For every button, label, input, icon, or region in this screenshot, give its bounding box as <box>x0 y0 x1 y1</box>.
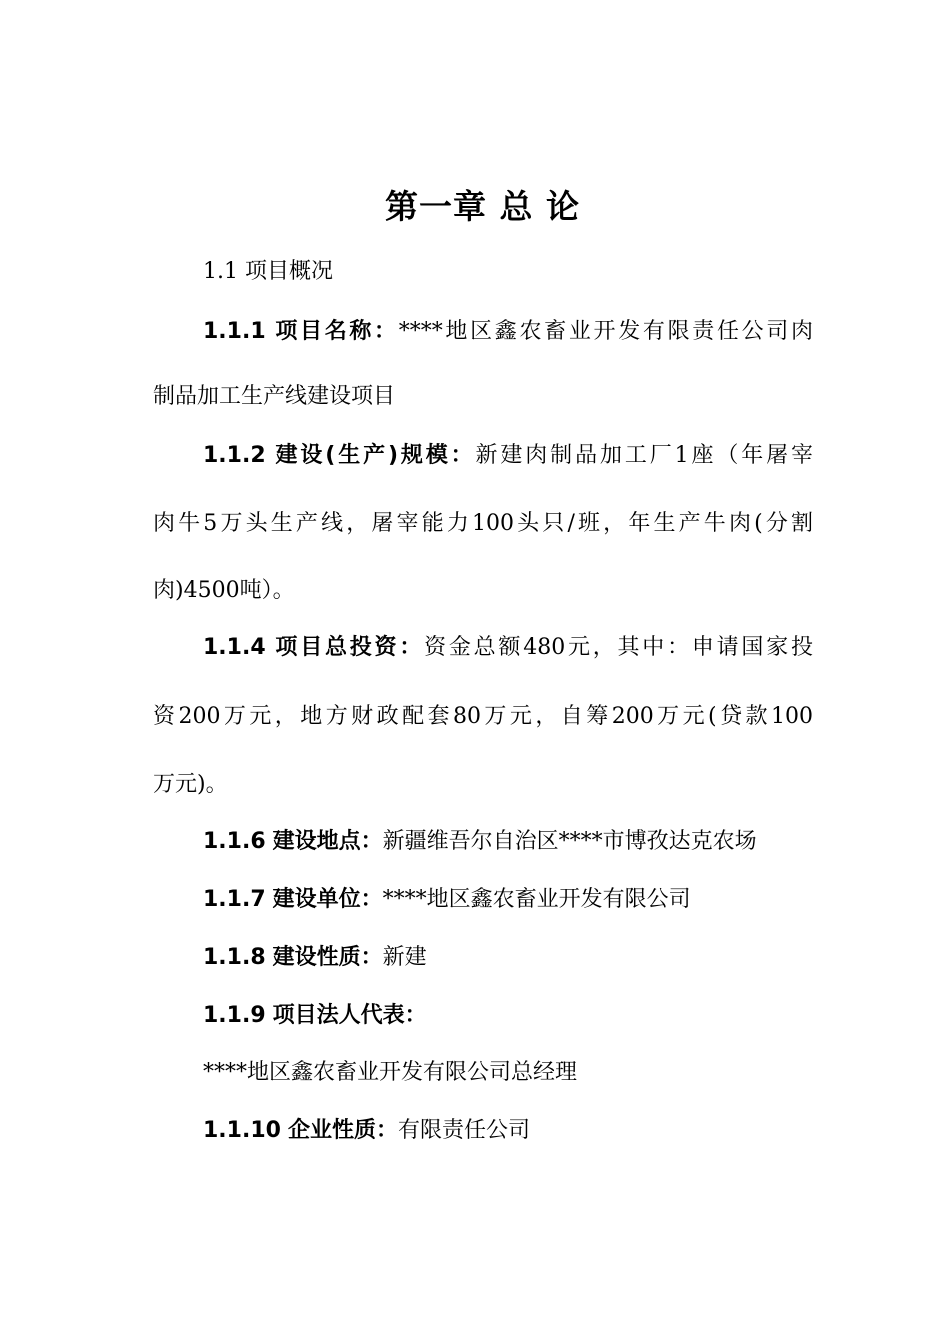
item-label: 项目名称： <box>275 319 399 344</box>
item-value: 有限责任公司 <box>397 1118 530 1143</box>
item-enterprise-nature <box>203 1115 530 1147</box>
item-number: 1.1.1 <box>203 319 266 344</box>
item-value-continuation: 肉牛5万头生产线，屠宰能力100头只/班，年生产牛肉(分割 <box>153 511 813 536</box>
item-number: 1.1.6 <box>203 829 266 854</box>
item-number: 1.1.2 <box>203 443 266 468</box>
chapter-title: 第一章 总 论 <box>385 187 580 226</box>
item-label: 项目法人代表： <box>272 1003 427 1028</box>
item-value: 新建肉制品加工厂1座（年屠宰 <box>475 443 813 468</box>
item-scale <box>203 440 813 472</box>
item-value: ****地区鑫农畜业开发有限责任公司肉 <box>398 319 813 344</box>
item-value: ****地区鑫农畜业开发有限公司总经理 <box>203 1060 578 1085</box>
item-label: 建设性质： <box>272 945 383 970</box>
item-value-continuation: 资200万元，地方财政配套80万元，自筹200万元(贷款100 <box>153 704 813 729</box>
section-heading: 1.1 项目概况 <box>203 259 333 284</box>
item-number: 1.1.7 <box>203 887 266 912</box>
item-value: 资金总额480元，其中：申请国家投 <box>424 635 813 660</box>
item-total-investment <box>203 632 813 664</box>
item-construction-unit <box>203 884 691 916</box>
item-value: 新建 <box>382 945 427 970</box>
item-legal-representative <box>203 1000 427 1032</box>
item-label: 建设单位： <box>272 887 383 912</box>
item-label: 建设地点： <box>272 829 383 854</box>
item-label: 项目总投资： <box>275 635 425 660</box>
item-project-name <box>203 316 813 348</box>
item-value-continuation: 制品加工生产线建设项目 <box>153 384 396 409</box>
item-number: 1.1.10 <box>203 1118 281 1143</box>
item-value-continuation: 肉)4500吨）。 <box>153 578 295 603</box>
item-number: 1.1.8 <box>203 945 266 970</box>
item-number: 1.1.4 <box>203 635 266 660</box>
item-label: 建设(生产)规模： <box>275 443 476 468</box>
item-construction-nature <box>203 942 427 974</box>
item-label: 企业性质： <box>287 1118 398 1143</box>
item-value-continuation: 万元)。 <box>153 772 228 797</box>
item-value: ****地区鑫农畜业开发有限公司 <box>382 887 691 912</box>
item-location <box>203 826 757 858</box>
item-number: 1.1.9 <box>203 1003 266 1028</box>
item-value: 新疆维吾尔自治区****市博孜达克农场 <box>382 829 757 854</box>
